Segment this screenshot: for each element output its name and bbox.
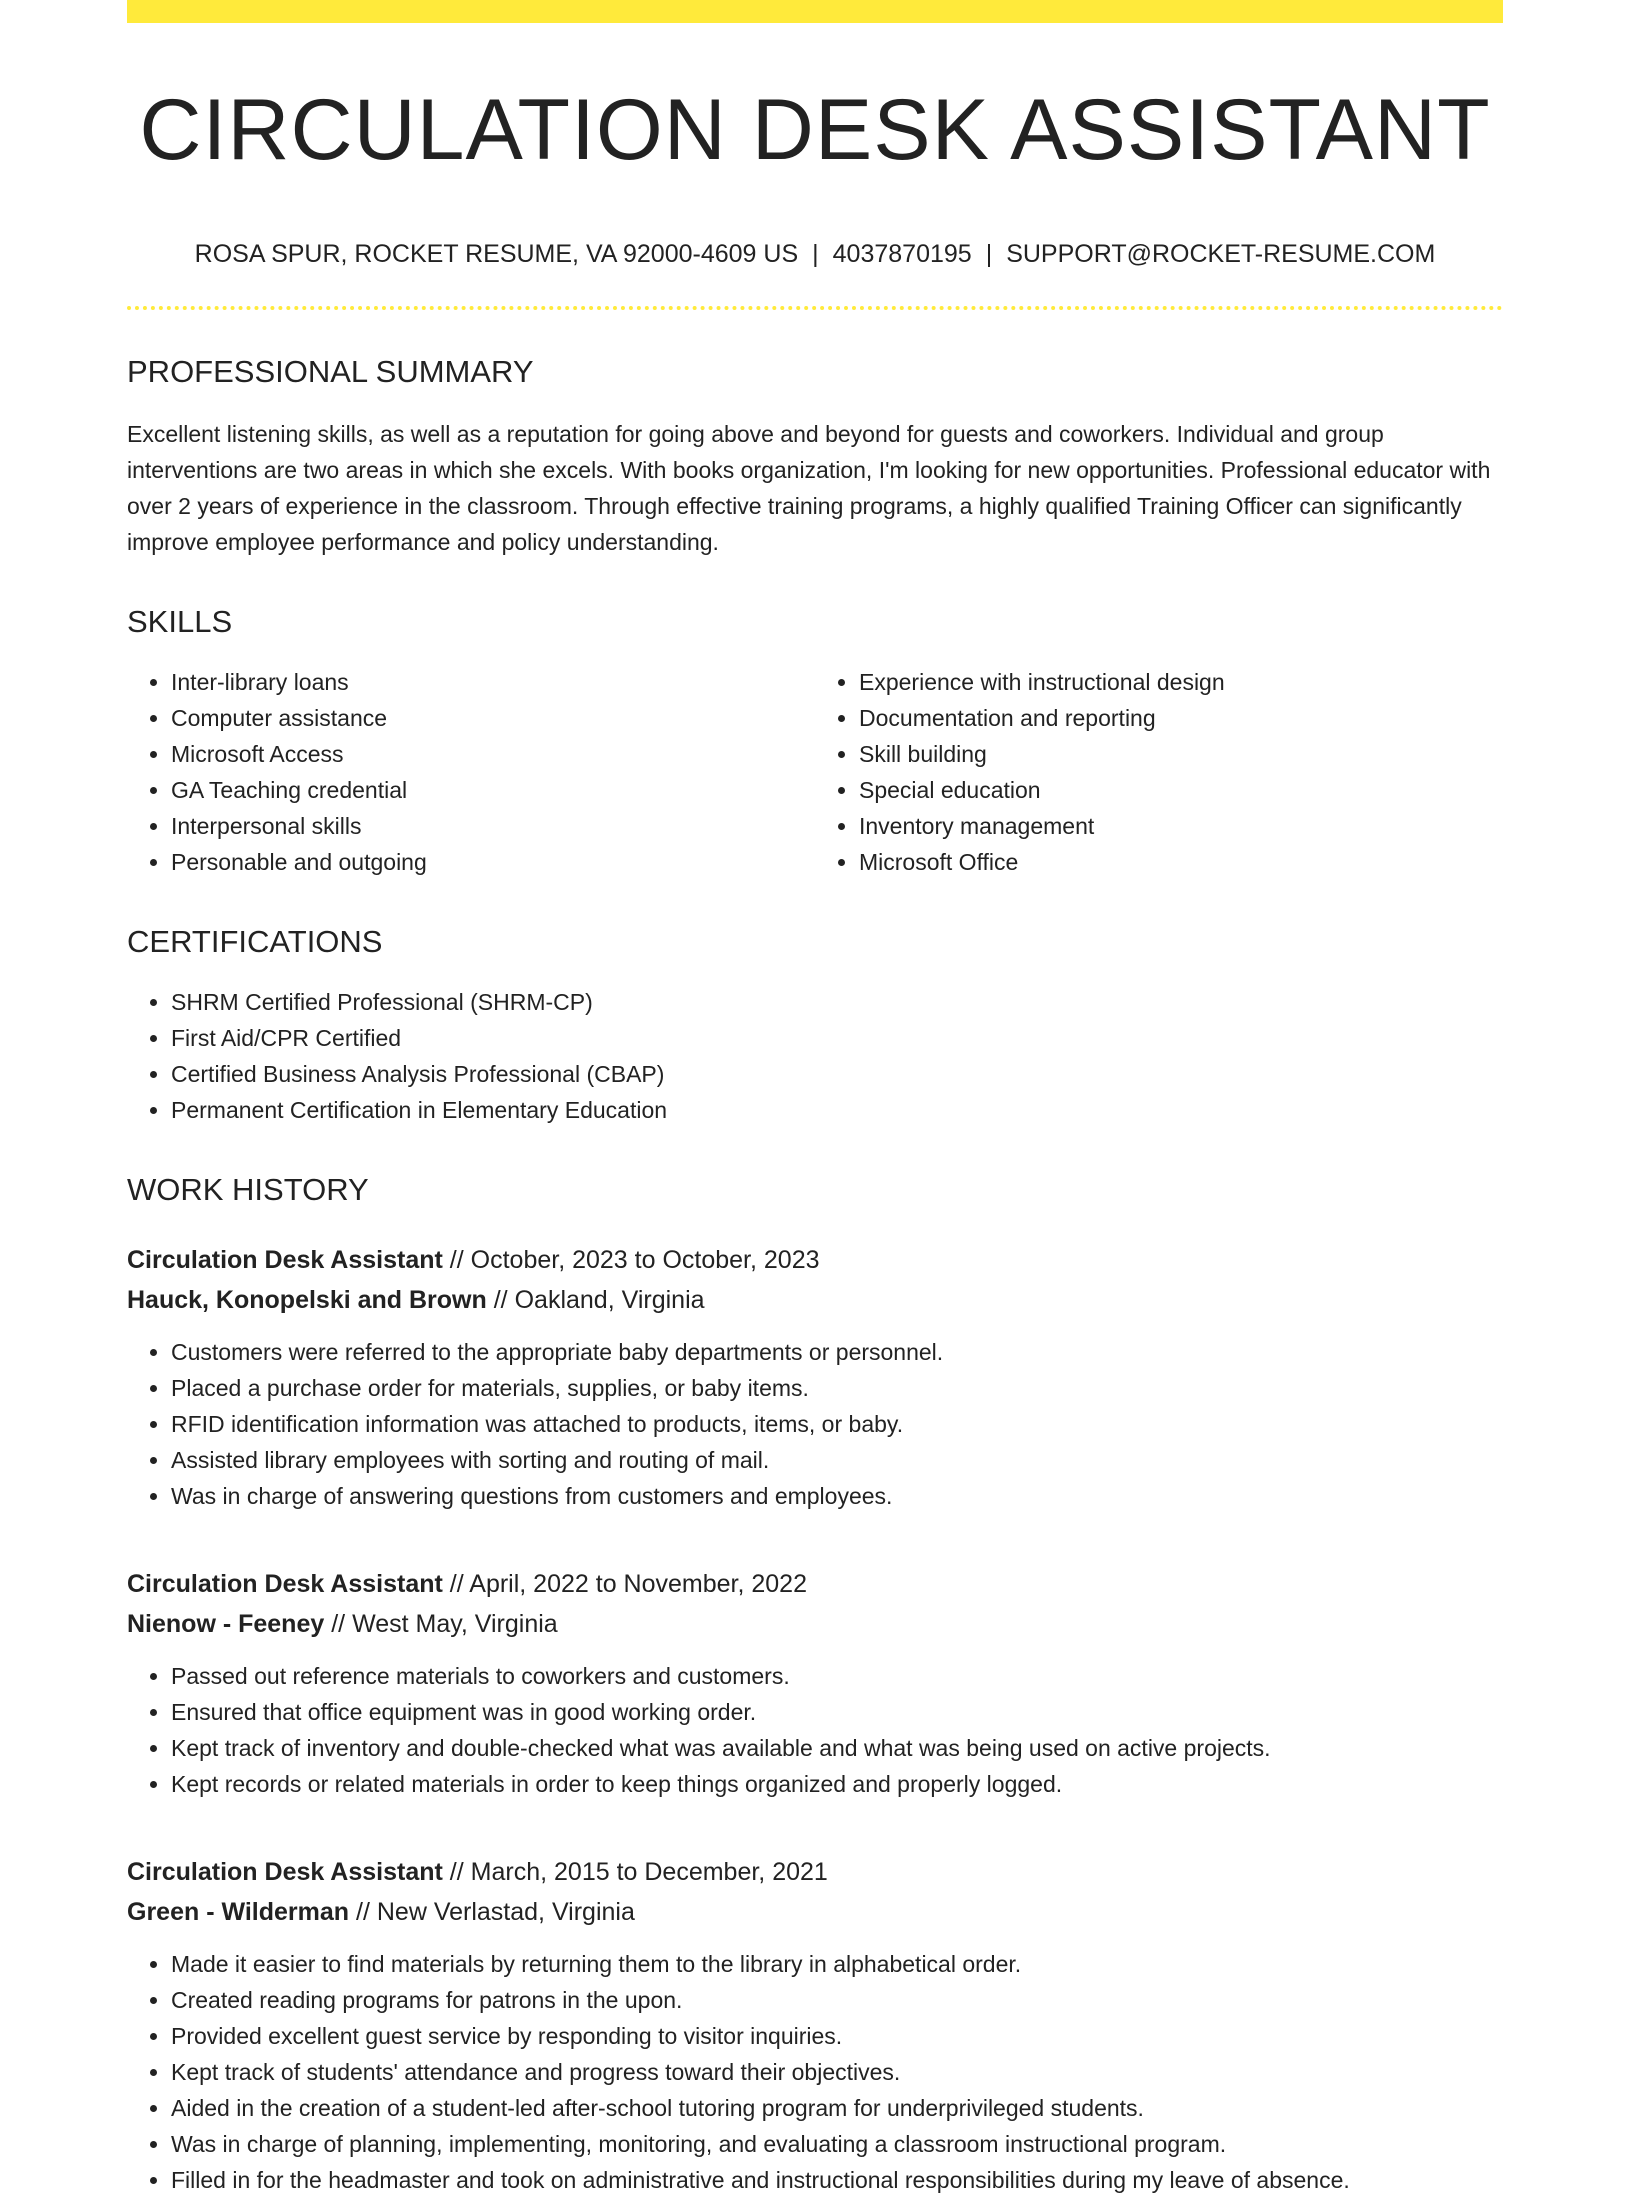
dotted-divider: [127, 306, 1503, 310]
job-entry: [127, 1852, 1503, 2198]
job-bullet: • Placed a purchase order for materials, supplies, or baby items.: [171, 1370, 1503, 1406]
job-location: Oakland, Virginia: [514, 1286, 705, 1314]
job-company: Nienow - Feeney: [127, 1610, 325, 1638]
job-separator: //: [449, 1246, 464, 1274]
skills-heading: SKILLS: [127, 604, 233, 639]
resume-title: CIRCULATION DESK ASSISTANT: [139, 82, 1491, 178]
job-bullet: • Passed out reference materials to coworkers and customers.: [171, 1658, 1503, 1694]
job-bullet: • RFID identification information was attached to products, items, or baby.: [171, 1406, 1503, 1442]
job-bullet: • Provided excellent guest service by responding to visitor inquiries.: [171, 2018, 1503, 2054]
job-bullet: • Kept track of students' attendance and progress toward their objectives.: [171, 2054, 1503, 2090]
certifications-heading: CERTIFICATIONS: [127, 924, 383, 959]
job-bullet: • Filled in for the headmaster and took on administrative and instructional responsibilities during my leave of absence.: [171, 2162, 1503, 2198]
job-separator: //: [356, 1898, 370, 1926]
certifications-section: [127, 924, 1503, 1128]
job-company-line: [127, 1604, 1503, 1644]
job-separator: //: [449, 1858, 464, 1886]
contact-line: [127, 238, 1503, 270]
certification-item: • First Aid/CPR Certified: [171, 1020, 1503, 1056]
job-bullet: • Customers were referred to the appropriate baby departments or personnel.: [171, 1334, 1503, 1370]
skills-section: [127, 604, 1503, 880]
work-history-heading: WORK HISTORY: [127, 1172, 369, 1207]
job-entry: [127, 1564, 1503, 1802]
job-company: Green - Wilderman: [127, 1898, 350, 1926]
job-company: Hauck, Konopelski and Brown: [127, 1286, 487, 1314]
job-entry: [127, 1240, 1503, 1514]
job-title-line: [127, 1852, 1503, 1892]
job-bullet: • Kept records or related materials in order to keep things organized and properly logged.: [171, 1766, 1503, 1802]
summary-section: [127, 354, 1503, 560]
job-dates: March, 2015 to December, 2021: [470, 1858, 828, 1886]
job-dates: October, 2023 to October, 2023: [470, 1246, 820, 1274]
job-bullets: [127, 1658, 1503, 1802]
job-separator: //: [493, 1286, 508, 1314]
skills-columns: [127, 640, 1503, 880]
skill-item: • GA Teaching credential: [171, 772, 815, 808]
job-company-line: [127, 1892, 1503, 1932]
job-location: New Verlastad, Virginia: [376, 1898, 635, 1926]
summary-text: Excellent listening skills, as well as a reputation for going above and beyond for guests and coworkers. Individual and group interventions are two areas in which she excels. With books organization, I'm looking for new opportunities. Professional educator with over 2 years of experience in the classroom. Through effective training programs, a highly qualified Training Officer can significantly improve employee performance and policy understanding.: [127, 421, 1491, 555]
certifications-list: [127, 984, 1503, 1128]
skill-item: • Experience with instructional design: [859, 664, 1503, 700]
work-history-section: [127, 1172, 1503, 2198]
job-location: West May, Virginia: [352, 1610, 558, 1638]
contact-separator: |: [812, 240, 819, 268]
contact-phone: 4037870195: [832, 240, 972, 268]
job-bullet: • Created reading programs for patrons in the upon.: [171, 1982, 1503, 2018]
contact-email: SUPPORT@ROCKET-RESUME.COM: [1006, 240, 1436, 268]
skill-item: • Inventory management: [859, 808, 1503, 844]
job-bullet: • Ensured that office equipment was in good working order.: [171, 1694, 1503, 1730]
job-bullets: [127, 1946, 1503, 2198]
job-title: Circulation Desk Assistant: [127, 1570, 443, 1598]
skill-item: • Skill building: [859, 736, 1503, 772]
certification-item: • Certified Business Analysis Professional (CBAP): [171, 1056, 1503, 1092]
skill-item: • Documentation and reporting: [859, 700, 1503, 736]
job-bullets: [127, 1334, 1503, 1514]
job-title: Circulation Desk Assistant: [127, 1858, 443, 1886]
skill-item: • Personable and outgoing: [171, 844, 815, 880]
job-bullet: • Was in charge of answering questions from customers and employees.: [171, 1478, 1503, 1514]
job-bullet: • Assisted library employees with sorting and routing of mail.: [171, 1442, 1503, 1478]
job-company-line: [127, 1280, 1503, 1320]
resume-content: [127, 0, 1503, 2198]
contact-separator: |: [985, 240, 993, 268]
job-separator: //: [331, 1610, 346, 1638]
certification-item: • SHRM Certified Professional (SHRM-CP): [171, 984, 1503, 1020]
skills-list-left: [127, 664, 815, 880]
certification-item: • Permanent Certification in Elementary Education: [171, 1092, 1503, 1128]
skill-item: • Computer assistance: [171, 700, 815, 736]
skills-list-right: [815, 664, 1503, 880]
job-title-line: [127, 1240, 1503, 1280]
job-title: Circulation Desk Assistant: [127, 1246, 443, 1274]
job-bullet: • Made it easier to find materials by returning them to the library in alphabetical order.: [171, 1946, 1503, 1982]
skill-item: • Microsoft Office: [859, 844, 1503, 880]
job-title-line: [127, 1564, 1503, 1604]
skill-item: • Interpersonal skills: [171, 808, 815, 844]
contact-address: ROSA SPUR, ROCKET RESUME, VA 92000-4609 US: [194, 240, 799, 268]
skill-item: • Inter-library loans: [171, 664, 815, 700]
job-dates: April, 2022 to November, 2022: [469, 1570, 807, 1598]
job-bullet: • Aided in the creation of a student-led after-school tutoring program for underprivileged students.: [171, 2090, 1503, 2126]
skill-item: • Microsoft Access: [171, 736, 815, 772]
job-bullet: • Kept track of inventory and double-checked what was available and what was being used on active projects.: [171, 1730, 1503, 1766]
summary-heading: PROFESSIONAL SUMMARY: [127, 354, 534, 389]
skill-item: • Special education: [859, 772, 1503, 808]
job-separator: //: [449, 1570, 464, 1598]
job-bullet: • Was in charge of planning, implementing, monitoring, and evaluating a classroom instructional program.: [171, 2126, 1503, 2162]
